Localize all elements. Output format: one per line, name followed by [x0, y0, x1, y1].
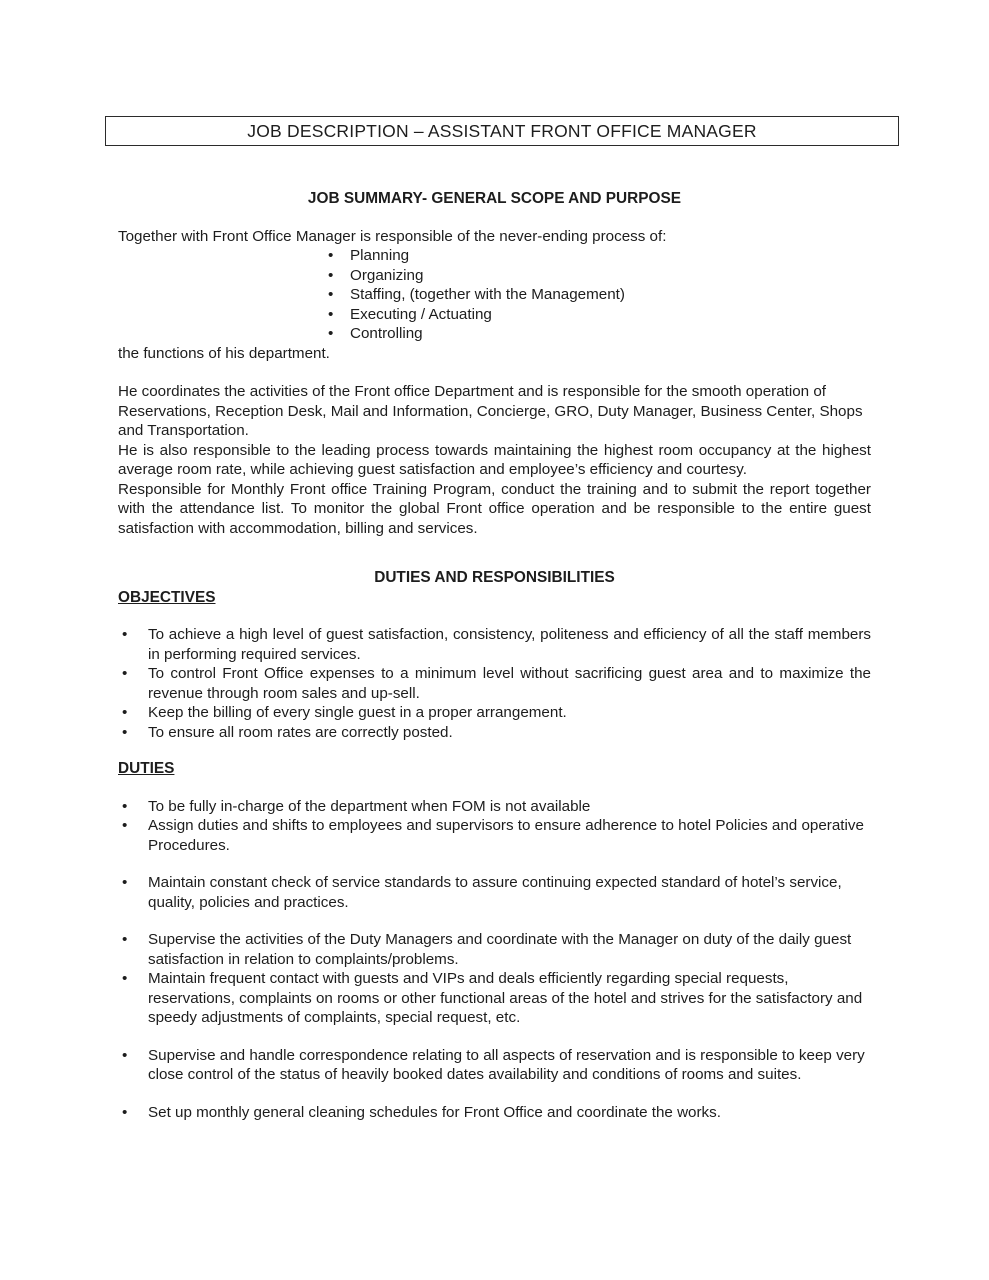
objectives-list	[118, 625, 871, 742]
summary-intro: Together with Front Office Manager is responsible of the never-ending process of:	[118, 227, 667, 245]
list-item: • To be fully in-charge of the department when FOM is not available	[118, 797, 871, 817]
list-item: • Controlling	[322, 324, 871, 344]
objectives-heading: OBJECTIVES	[118, 588, 216, 606]
list-item: • To achieve a high level of guest satisfaction, consistency, politeness and efficiency of all the staff members in performing required services.	[118, 625, 871, 664]
list-item: • To ensure all room rates are correctly posted.	[118, 723, 871, 743]
document-title: JOB DESCRIPTION – ASSISTANT FRONT OFFICE MANAGER	[247, 121, 757, 141]
list-item: • Assign duties and shifts to employees and supervisors to ensure adherence to hotel Policies and operative Procedures.	[118, 816, 871, 855]
document-body	[118, 189, 871, 1122]
duties-heading: DUTIES	[118, 760, 175, 777]
paragraph: He is also responsible to the leading process towards maintaining the highest room occupancy at the highest average room rate, while achieving guest satisfaction and employee’s efficiency and courtesy.	[118, 441, 871, 478]
list-item: • Set up monthly general cleaning schedules for Front Office and coordinate the works.	[118, 1103, 871, 1123]
summary-paragraphs	[118, 382, 871, 538]
list-item: • Supervise the activities of the Duty Managers and coordinate with the Manager on duty of the daily guest satisfaction in relation to complaints/problems.	[118, 930, 871, 969]
summary-outro: the functions of his department.	[118, 344, 330, 362]
process-list	[118, 246, 871, 344]
list-item: • Organizing	[322, 266, 871, 286]
list-item: • Planning	[322, 246, 871, 266]
duties-list	[118, 797, 871, 1123]
list-item: • Maintain frequent contact with guests and VIPs and deals efficiently regarding special requests, reservations, complaints on rooms or other functional areas of the hotel and strives for the satisfactory and speedy adjustments of complaints, special request, etc.	[118, 969, 871, 1028]
list-item: • Maintain constant check of service standards to assure continuing expected standard of hotel’s service, quality, policies and practices.	[118, 873, 871, 912]
list-item: • To control Front Office expenses to a minimum level without sacrificing guest area and to maximize the revenue through room sales and up-sell.	[118, 664, 871, 703]
list-item: • Supervise and handle correspondence relating to all aspects of reservation and is responsible to keep very close control of the status of heavily booked dates availability and conditions of rooms and suites.	[118, 1046, 871, 1085]
list-item: • Executing / Actuating	[322, 305, 871, 325]
list-item: • Keep the billing of every single guest in a proper arrangement.	[118, 703, 871, 723]
document-title-box	[105, 116, 899, 146]
paragraph: He coordinates the activities of the Front office Department and is responsible for the smooth operation of Reservations, Reception Desk, Mail and Information, Concierge, GRO, Duty Manager, Business Center, Shops and Transportation.	[118, 383, 863, 439]
list-item: • Staffing, (together with the Management)	[322, 285, 871, 305]
summary-heading: JOB SUMMARY- GENERAL SCOPE AND PURPOSE	[307, 190, 682, 207]
paragraph: Responsible for Monthly Front office Training Program, conduct the training and to submit the report together with the attendance list. To monitor the global Front office operation and be responsible to the entire guest satisfaction with accommodation, billing and services.	[118, 480, 871, 537]
duties-responsibilities-heading: DUTIES AND RESPONSIBILITIES	[374, 569, 615, 586]
